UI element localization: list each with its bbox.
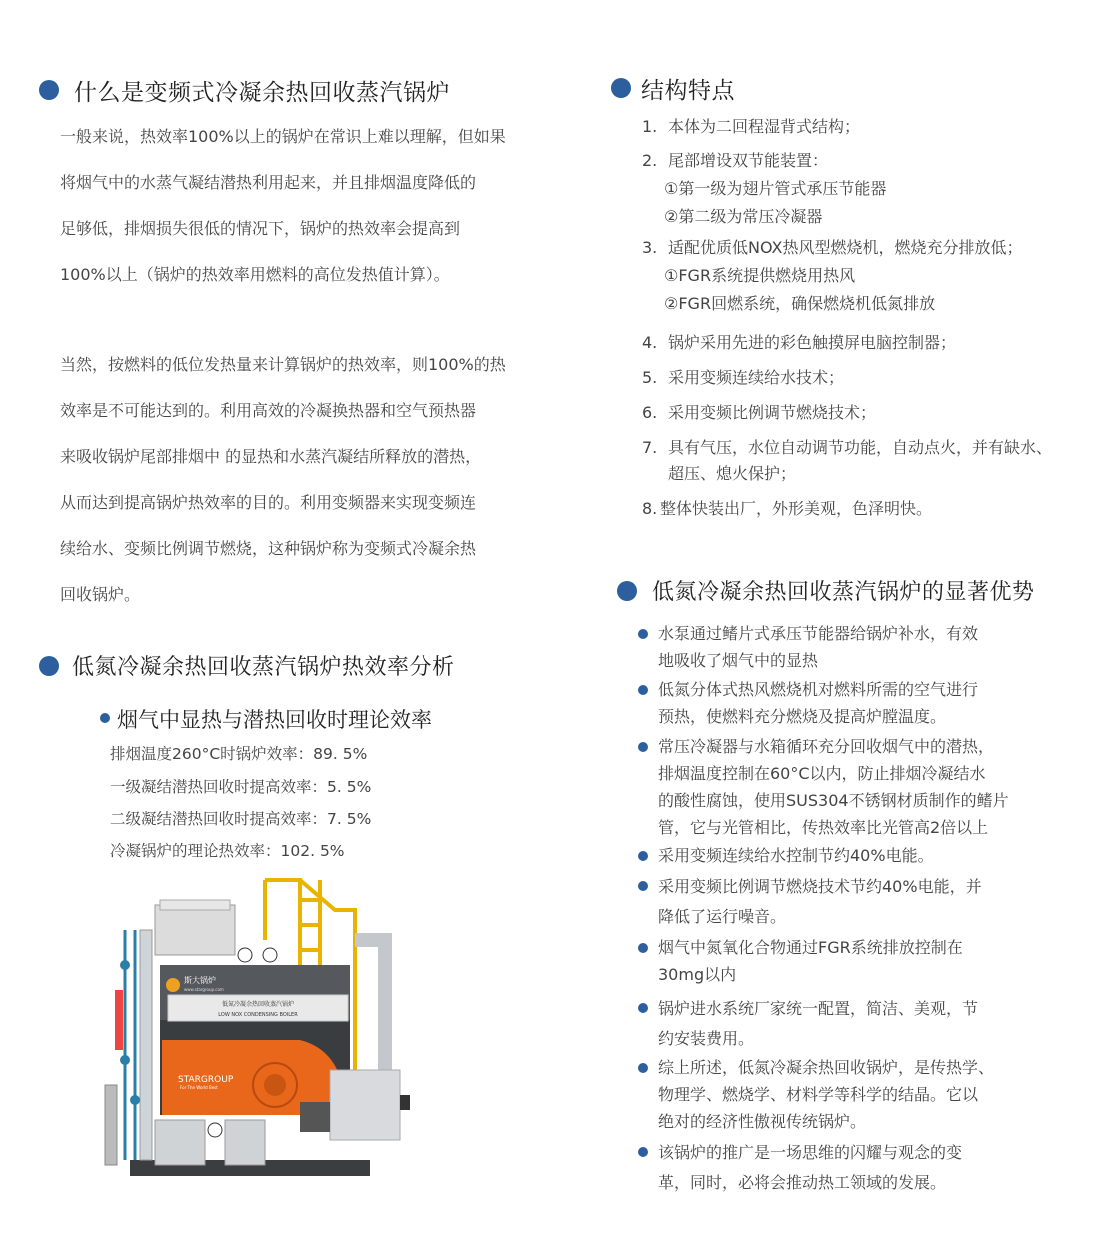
structure-item: 2. 尾部增设双节能装置： [642,151,829,170]
efficiency-line: 冷凝锅炉的理论热效率：102. 5% [110,842,345,860]
efficiency-line: 二级凝结潜热回收时提高效率：7. 5% [110,810,372,828]
bullet-dot [39,656,59,676]
gauge-icon [263,948,277,962]
bullet-dot [638,742,648,752]
boiler-illustration [100,870,420,1200]
structure-subitem: ①第一级为翅片管式承压节能器 [664,179,887,198]
brand-cn: 斯大锅炉 [184,976,216,985]
what-is-paragraph-2: 当然，按燃料的低位发热量来计算锅炉的热效率，则100%的热 效率是不可能达到的。利用高效的冷凝换热器和空气预热器 来吸收锅炉尾部排烟中 的显热和水蒸汽凝结所释放的潜热， 从而达到提高锅炉热效率的目的。利用变频器来实现变频连 续给水、变频比例调节燃烧，这种锅炉称为变频式冷凝余热 回收锅炉。 [60,355,506,604]
bullet-dot [638,685,648,695]
structure-item: 4. 锅炉采用先进的彩色触摸屏电脑控制器； [642,333,957,352]
exhaust-pipe [355,940,385,1070]
brand-logo-icon [166,978,180,992]
heading-structure: 结构特点 [641,78,735,104]
bullet-dot [638,851,648,861]
structure-item: 8. 整体快装出厂，外形美观，色泽明快。 [642,499,933,518]
bullet-dot [611,78,631,98]
gauge-icon [238,948,252,962]
bullet-dot [638,881,648,891]
tank [155,1120,205,1165]
bullet-dot [638,1063,648,1073]
structure-item: 5. 采用变频连续给水技术； [642,368,845,387]
structure-item: 6. 采用变频比例调节燃烧技术； [642,403,877,422]
plate-cn: 低氮冷凝余热回收蒸汽锅炉 [221,1001,295,1008]
structure-subitem: ②第二级为常压冷凝器 [664,207,823,226]
plate-en: LOW NOX CONDENSING BOILER [218,1012,298,1018]
structure-subitem: 超压、熄火保护； [668,464,797,483]
heading-analysis-sub: 烟气中显热与潜热回收时理论效率 [117,708,432,732]
tank [225,1120,265,1165]
bullet-dot [638,1147,648,1157]
bullet-dot [617,581,637,601]
brand-url: www.stargroup.com [184,987,224,992]
what-is-paragraph-1: 一般来说，热效率100%以上的锅炉在常识上难以理解，但如果 将烟气中的水蒸气凝结潜热利用起来，并且排烟温度降低的 足够低，排烟损失很低的情况下，锅炉的热效率会提高到 100%以上（锅炉的热效率用燃料的高位发热值计算）。 [60,127,506,284]
bullet-dot [638,943,648,953]
efficiency-line: 排烟温度260°C时锅炉效率：89. 5% [110,745,368,763]
gauge-icon [208,1123,222,1137]
bullet-dot [100,713,110,723]
level-gauge [115,990,123,1050]
heading-advantages: 低氮冷凝余热回收蒸汽锅炉的显著优势 [652,580,1035,605]
feed-pump-icon [105,1085,117,1165]
stargroup-logo: STARGROUP [178,1075,234,1085]
heading-what-is: 什么是变频式冷凝余热回收蒸汽锅炉 [74,80,450,106]
structure-item: 7. 具有气压，水位自动调节功能，自动点火，并有缺水、 [642,438,1053,457]
header-box [155,905,235,955]
bullet-dot [638,1003,648,1013]
structure-subitem: ①FGR系统提供燃烧用热风 [664,266,856,285]
heading-analysis: 低氮冷凝余热回收蒸汽锅炉热效率分析 [72,655,455,680]
bullet-dot [39,80,59,100]
efficiency-line: 一级凝结潜热回收时提高效率：5. 5% [110,778,372,796]
structure-subitem: ②FGR回燃系统，确保燃烧机低氮排放 [664,294,936,313]
bullet-dot [638,629,648,639]
stargroup-tagline: For The World Best [180,1085,218,1090]
water-column [140,930,152,1160]
fan-unit [330,1070,400,1140]
structure-item: 3. 适配优质低NOX热风型燃烧机，燃烧充分排放低； [642,238,1023,257]
structure-item: 1. 本体为二回程湿背式结构； [642,117,861,136]
